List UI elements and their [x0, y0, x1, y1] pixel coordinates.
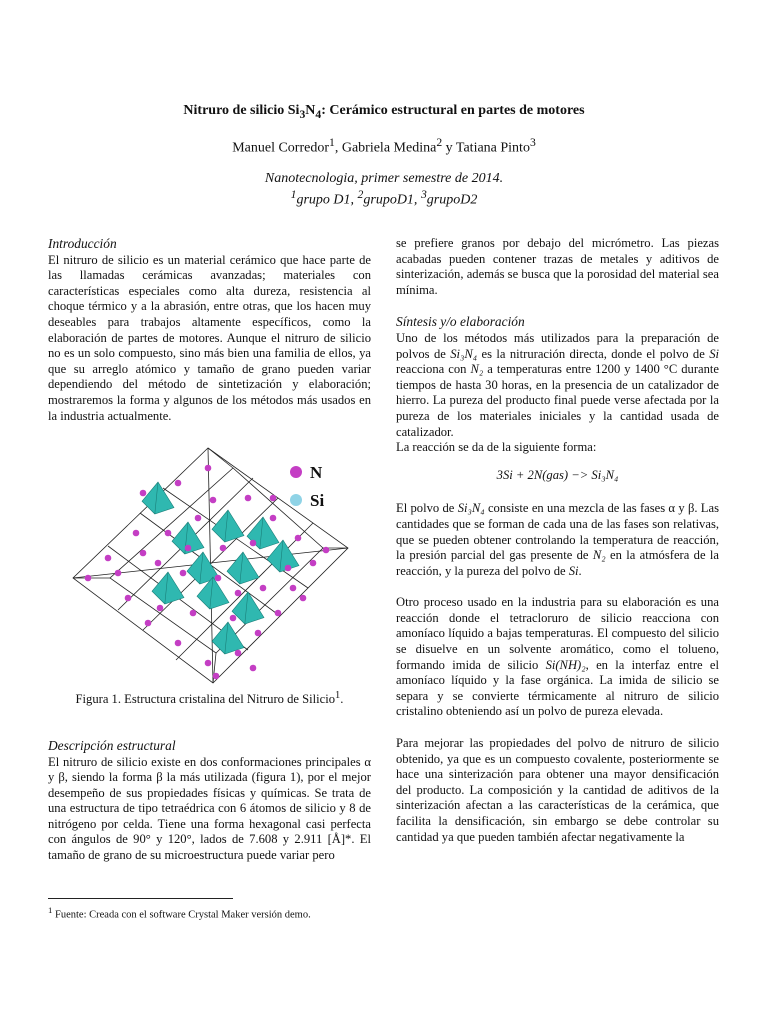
affiliation	[0, 171, 768, 209]
paper-title	[0, 103, 768, 121]
affiliation-line: Nanotecnologia, primer semestre de 2014.	[264, 171, 504, 186]
caption-end: .	[340, 692, 344, 707]
sintesis-paragraph-4	[396, 595, 719, 720]
text-run: Otro proceso usado en la industria para su elaboración es una reacción donde el tetracloruro de silicio reacciona con amoníaco líquido a bajas temperaturas. El compuesto del silicio se disuelve en un solvente aromático, como el tolueno, formando imida de silicio	[396, 595, 719, 672]
section-heading-introduccion: Introducción	[48, 236, 117, 251]
n-atom	[140, 550, 147, 557]
text-run: es la nitruración directa, donde el polvo de	[477, 346, 710, 361]
author-sup: 3	[529, 136, 536, 149]
n-atom	[180, 570, 187, 577]
footnote-sup: 1	[48, 905, 53, 915]
group-sup: 1	[290, 188, 297, 201]
n-atom	[210, 497, 217, 504]
formula-n2: N₂	[592, 548, 606, 563]
n-atom	[190, 610, 197, 617]
figure-caption	[48, 688, 371, 708]
legend-n-label: N	[310, 463, 323, 483]
sintesis-paragraph-2: La reacción se da de la siguiente forma:	[396, 440, 597, 455]
n-atom	[295, 535, 302, 542]
si-tetrahedron	[227, 552, 259, 584]
estructural-paragraph: El nitruro de silicio existe en dos conformaciones principales α y β, siendo la forma β la más utilizada (figura 1), por el mejor desempeño de sus propiedades físicas y químicas. Se trata de una estructura de tipo tetraédrica con 6 átomos de silicio y 8 de nitrógeno por celda. Tiene una forma hexagonal casi perfecta con ángulos de 90° y 120°, lados de 7.608 y 2.911 [Å]*. El tamaño de grano de su microestructura puede variar pero	[48, 754, 371, 863]
author-sup: 2	[436, 136, 443, 149]
group-name: grupo D1,	[296, 192, 358, 208]
footnote	[48, 905, 311, 921]
si-tetrahedron	[152, 572, 184, 604]
n-atom	[260, 585, 267, 592]
group-name: grupoD2	[426, 192, 478, 208]
title-part: N	[305, 103, 316, 118]
title-part: : Cerámico estructural en partes de motores	[321, 103, 585, 118]
left-column	[48, 236, 371, 864]
sintesis-paragraph-5: Para mejorar las propiedades del polvo de nitruro de silicio obtenido, ya que es un compuesto covalente, posteriormente se hace una sinterización para obtener una mayor densificación del producto. La composición y la cantidad de aditivos de la sinterización afectan a las características de la cerámica, que facilita la densificación, sin embargo se debe controlar su cantidad ya que pueden también afectar negativamente la	[396, 736, 719, 844]
figure-legend	[290, 463, 324, 510]
n-atom	[185, 545, 192, 552]
caption-text: Figura 1. Estructura cristalina del Nitruro de Silicio	[75, 692, 336, 707]
n-atom	[300, 595, 307, 602]
legend-n-dot	[290, 466, 302, 478]
n-atom	[250, 665, 257, 672]
n-atom	[250, 540, 257, 547]
n-atom	[285, 565, 292, 572]
n-atom	[85, 575, 92, 582]
group-name: grupoD1,	[363, 192, 421, 208]
group-sup: 3	[420, 188, 427, 201]
section-heading-sintesis: Síntesis y/o elaboración	[396, 314, 525, 330]
author: , Gabriela Medina	[334, 140, 437, 156]
si-tetrahedron	[212, 510, 244, 542]
group-line	[0, 187, 768, 209]
title-part: Nitruro de silicio Si	[183, 103, 300, 118]
section-heading-descripcion: Descripción estructural	[48, 737, 176, 753]
text-run: en la atmósfera de la reacción, y la pureza del polvo de	[396, 548, 719, 578]
text-run: consiste en una mezcla de las fases α y β. Las cantidades que se forman de cada una de las fases son relativas, que se pueden obtener controlando la temperatura de reacción, la presión parcial del gas presente de	[396, 501, 719, 563]
n-atom	[235, 590, 242, 597]
text-run: a temperaturas entre 1200 y 1400 °C durante tiempos de hasta 30 horas, en la presencia de un catalizador de hierro. La pureza del producto final puede verse afectada por la pureza de los materiales iniciales y la cantidad usada de catalizador.	[396, 362, 719, 439]
text-run: , en la interfaz entre el amoníaco líquido y la fase orgánica. La imida de silicio se separa y se convierte térmicamente al nitruro de silicio cristalino obteniendo así un polvo de pureza elevada.	[396, 657, 720, 719]
text-run: .	[578, 563, 582, 578]
figure-crystal-structure	[48, 438, 371, 688]
formula-si3n4: Si₃N₄	[450, 346, 478, 361]
formula-si: Si	[709, 346, 719, 361]
intro-paragraph: El nitruro de silicio es un material cerámico que hace parte de las llamadas cerámicas avanzadas; materiales con características especiales como alta dureza, resistencia al choque térmico y a la abrasión, entre otras, que los hacen muy deseables para trabajos altamente específicos, como la elaboración de partes de motores. Aunque el nitruro de silicio no es un solo compuesto, sino más bien una familia de ellos, ya que su arreglo atómico y tamaño de grano pueden variar dependiendo del método de sintetización y elaboración; mostraremos la forma y algunos de los métodos más usados en la industria actualmente.	[48, 252, 371, 423]
n-atom	[310, 560, 317, 567]
n-atom	[155, 560, 162, 567]
n-atom	[195, 515, 202, 522]
author: y Tatiana Pinto	[442, 140, 530, 156]
n-atom	[235, 650, 242, 657]
text-run: Uno de los métodos más utilizados para la preparación de polvos de	[396, 330, 719, 361]
legend-si-dot	[290, 494, 302, 506]
sintesis-paragraph-1	[396, 331, 719, 440]
title-subscript: 4	[315, 107, 322, 121]
n-atom	[157, 605, 164, 612]
n-atom	[115, 570, 122, 577]
sintesis-paragraph-3	[396, 501, 719, 579]
legend-si-label: Si	[310, 491, 325, 511]
n-atom	[290, 585, 297, 592]
right-column	[396, 236, 719, 845]
n-atom	[255, 630, 262, 637]
crystal-structure-image	[48, 438, 371, 688]
footnote-divider	[48, 898, 233, 899]
n-atom	[145, 620, 152, 627]
n-atom	[213, 673, 220, 680]
si-tetrahedron	[142, 482, 174, 514]
n-atom	[220, 545, 227, 552]
reaction-equation: 3Si + 2N(gas) −> Si₃N₄	[496, 467, 619, 482]
si-tetrahedron	[232, 592, 264, 624]
n-atom	[275, 610, 282, 617]
formula-sinh2: Si(NH)₂	[545, 657, 586, 672]
n-atom	[245, 495, 252, 502]
n-atom	[230, 615, 237, 622]
n-atom	[205, 465, 212, 472]
n-atom	[105, 555, 112, 562]
n-atom	[270, 495, 277, 502]
text-run: El polvo de	[396, 501, 458, 516]
n-atom	[215, 575, 222, 582]
text-run: reacciona con	[396, 362, 471, 377]
author: Manuel Corredor	[232, 140, 330, 156]
n-atom	[125, 595, 132, 602]
n-atom	[270, 515, 277, 522]
n-atom	[323, 547, 330, 554]
title-subscript: 3	[299, 107, 306, 121]
formula-n2: N₂	[470, 362, 484, 377]
n-atom	[140, 490, 147, 497]
n-atom	[133, 530, 140, 537]
formula-si3n4: Si₃N₄	[457, 501, 485, 516]
author-sup: 1	[329, 136, 335, 149]
n-atom	[165, 530, 172, 537]
group-sup: 2	[357, 188, 364, 201]
footnote-text: Fuente: Creada con el software Crystal Maker versión demo.	[52, 909, 311, 921]
n-atom	[205, 660, 212, 667]
author-list	[0, 136, 768, 157]
formula-si: Si	[568, 563, 579, 578]
caption-sup: 1	[335, 690, 341, 702]
n-atom	[175, 480, 182, 487]
continued-paragraph: se prefiere granos por debajo del micrómetro. Las piezas acabadas pueden contener trazas de metales y aditivos de sinterización, además se busca que la porosidad del material sea mínima.	[396, 236, 719, 297]
n-atom	[175, 640, 182, 647]
